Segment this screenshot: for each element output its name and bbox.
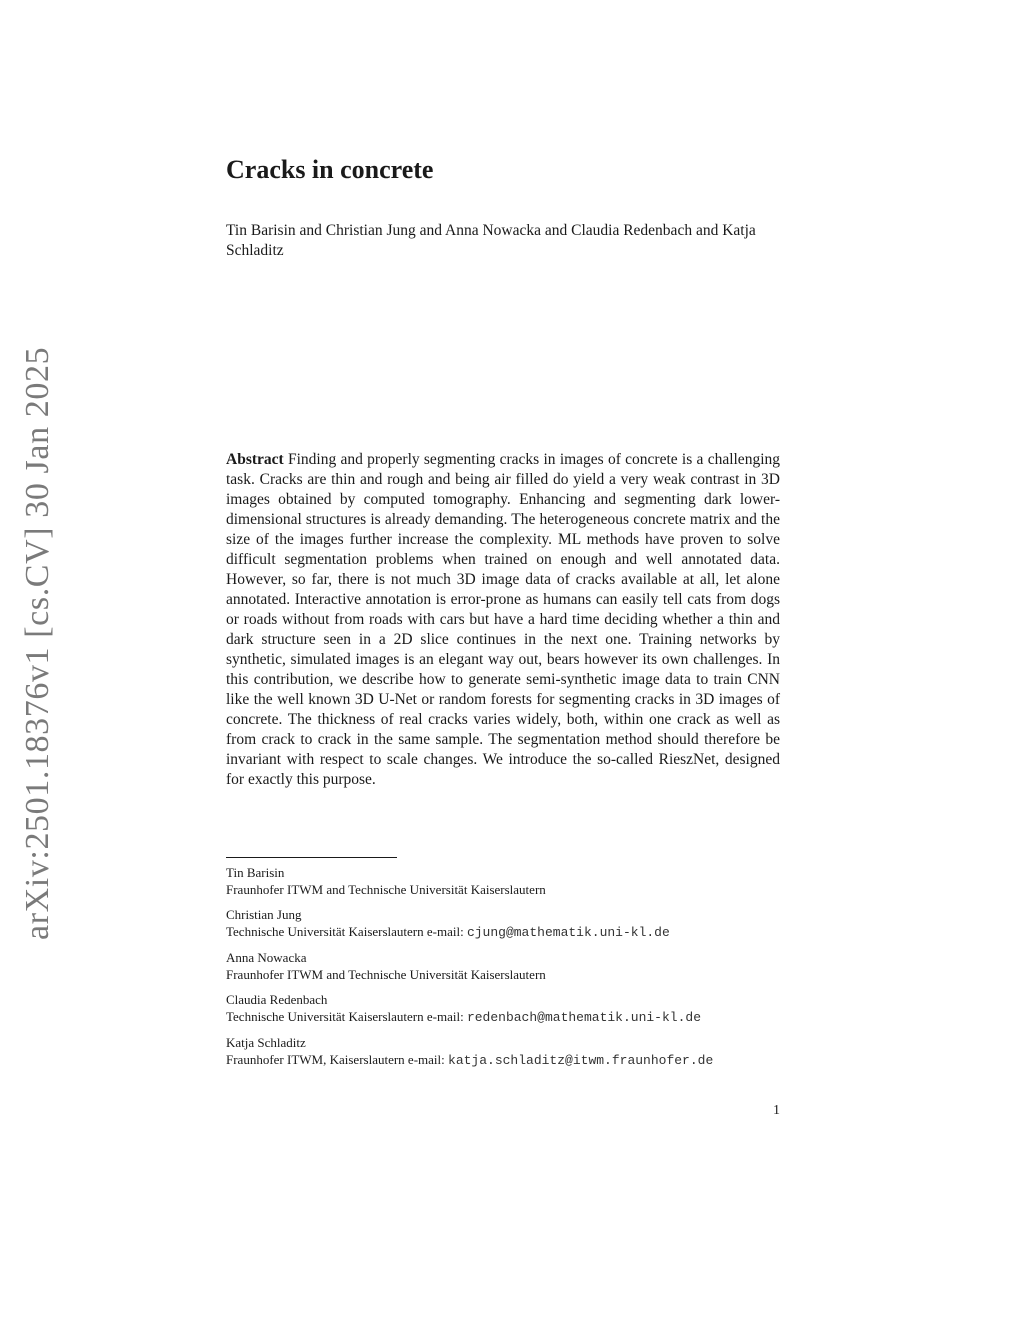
affiliation-institution: Fraunhofer ITWM, Kaiserslautern e-mail:	[226, 1052, 445, 1067]
affiliation-institution-line	[226, 1008, 786, 1026]
affiliation-entry	[226, 864, 786, 898]
affiliation-institution: Technische Universität Kaiserslautern e-mail:	[226, 924, 464, 939]
arxiv-identifier-stamp: arXiv:2501.18376v1 [cs.CV] 30 Jan 2025	[19, 346, 56, 940]
page-number: 1	[773, 1103, 780, 1118]
affiliation-entry	[226, 991, 786, 1026]
affiliation-institution: Fraunhofer ITWM and Technische Universität Kaiserslautern	[226, 967, 546, 982]
affiliation-author-name: Tin Barisin	[226, 865, 285, 880]
affiliation-institution: Fraunhofer ITWM and Technische Universität Kaiserslautern	[226, 882, 546, 897]
affiliation-author-name: Christian Jung	[226, 907, 302, 922]
affiliations-footnote	[226, 864, 786, 1077]
affiliation-institution: Technische Universität Kaiserslautern e-mail:	[226, 1009, 464, 1024]
affiliation-author-name: Claudia Redenbach	[226, 992, 328, 1007]
email-link[interactable]: redenbach@mathematik.uni-kl.de	[466, 1010, 701, 1025]
email-link[interactable]: katja.schladitz@itwm.fraunhofer.de	[448, 1053, 714, 1068]
paper-title: Cracks in concrete	[226, 155, 434, 184]
affiliation-author-name: Anna Nowacka	[226, 950, 307, 965]
affiliation-entry	[226, 1034, 786, 1069]
affiliation-entry	[226, 949, 786, 983]
abstract-label: Abstract	[226, 451, 284, 468]
footnote-divider	[226, 857, 397, 858]
affiliation-author-name: Katja Schladitz	[226, 1035, 306, 1050]
abstract-text: Finding and properly segmenting cracks in images of concrete is a challenging task. Cracks are thin and rough and being air filled do yield a very weak contrast in 3D images obtained by computed tomography. Enhancing and segmenting dark lower-dimensional structures is already demanding. The heterogeneous concrete matrix and the size of the images further increase the complexity. ML methods have proven to solve difficult segmentation problems when trained on enough and well annotated data. However, so far, there is not much 3D image data of cracks available at all, let alone annotated. Interactive annotation is error-prone as humans can easily tell cats from dogs or roads without from roads with cars but have a hard time deciding whether a thin and dark structure seen in a 2D slice continues in the next one. Training networks by synthetic, simulated images is an elegant way out, bears however its own challenges. In this contribution, we describe how to generate semi-synthetic image data to train CNN like the well known 3D U-Net or random forests for segmenting cracks in 3D images of concrete. The thickness of real cracks varies widely, both, within one crack as well as from crack to crack in the same sample. The segmentation method should therefore be invariant with respect to scale changes. We introduce the so-called RieszNet, designed for exactly this purpose.	[226, 451, 780, 788]
affiliation-entry	[226, 906, 786, 941]
email-link[interactable]: cjung@mathematik.uni-kl.de	[466, 925, 670, 940]
author-list: Tin Barisin and Christian Jung and Anna Nowacka and Claudia Redenbach and Katja Schladitz	[226, 222, 756, 259]
affiliation-institution-line	[226, 923, 786, 941]
abstract	[226, 450, 780, 790]
affiliation-institution-line	[226, 1051, 786, 1069]
